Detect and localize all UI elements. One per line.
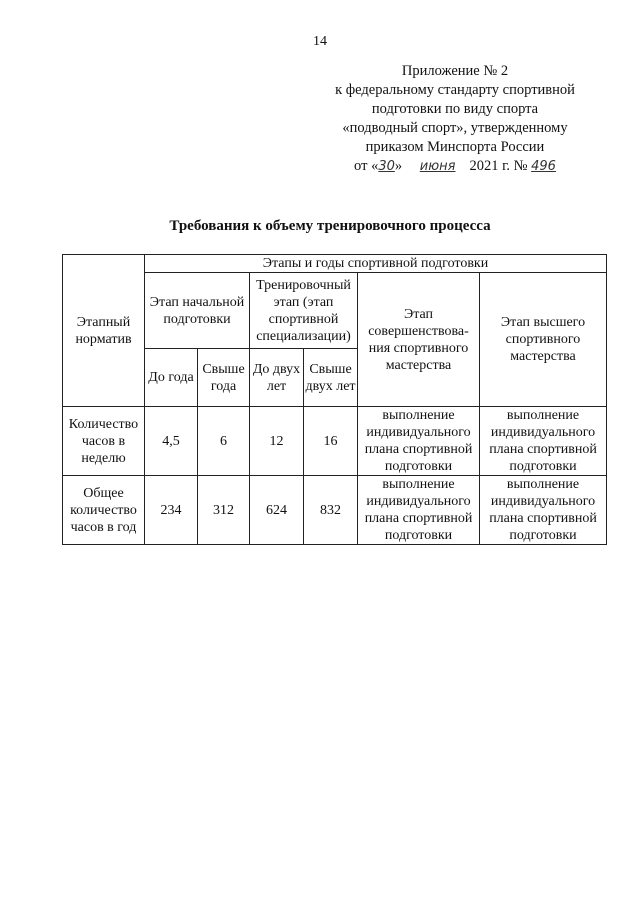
cell-value: 624: [250, 476, 304, 545]
cell-value: 6: [198, 407, 250, 476]
cell-value: 4,5: [145, 407, 198, 476]
header-improvement-stage: Этап совершенствова-ния спортивного мастерства: [358, 273, 480, 407]
cell-value: 312: [198, 476, 250, 545]
cell-value: 234: [145, 476, 198, 545]
header-highest-stage: Этап высшего спортивного мастерства: [480, 273, 607, 407]
header-stages: Этапы и годы спортивной подготовки: [145, 255, 607, 273]
row-label: Количество часов в неделю: [63, 407, 145, 476]
appendix-line-2: к федеральному стандарту спортивной: [335, 82, 575, 98]
cell-value: выполнение индивидуального плана спортивной подготовки: [480, 407, 607, 476]
page-number: 14: [313, 34, 327, 49]
table-row: [63, 407, 607, 476]
header-initial-stage: Этап начальной подготовки: [145, 273, 250, 349]
appendix-block: [330, 62, 580, 176]
subheader-up-to-year: До года: [145, 349, 198, 407]
appendix-line-4: «подводный спорт», утвержденному: [342, 120, 568, 136]
cell-value: выполнение индивидуального плана спортивной подготовки: [480, 476, 607, 545]
date-day: 30: [378, 159, 395, 174]
subheader-up-to-two-years: До двух лет: [250, 349, 304, 407]
header-training-stage: Тренировочный этап (этап спортивной специализации): [250, 273, 358, 349]
subheader-over-two-years: Свыше двух лет: [304, 349, 358, 407]
appendix-line-1: Приложение № 2: [401, 63, 509, 79]
date-prefix: от «: [354, 158, 379, 174]
cell-value: 16: [304, 407, 358, 476]
subheader-over-year: Свыше года: [198, 349, 250, 407]
cell-value: выполнение индивидуального плана спортивной подготовки: [358, 407, 480, 476]
date-year: 2021 г. №: [469, 158, 528, 174]
date-sep: »: [394, 158, 403, 174]
cell-value: 12: [250, 407, 304, 476]
document-title: Требования к объему тренировочного процесса: [169, 218, 491, 234]
header-norm: Этапный норматив: [63, 255, 145, 407]
order-number: 496: [531, 159, 556, 174]
cell-value: 832: [304, 476, 358, 545]
appendix-date-line: [330, 157, 580, 176]
appendix-line-3: подготовки по виду спорта: [371, 101, 539, 117]
row-label: Общее количество часов в год: [63, 476, 145, 545]
appendix-line-5: приказом Минспорта России: [365, 139, 545, 155]
requirements-table: [62, 254, 607, 545]
date-month: июня: [419, 159, 456, 174]
cell-value: выполнение индивидуального плана спортивной подготовки: [358, 476, 480, 545]
table-row: [63, 476, 607, 545]
